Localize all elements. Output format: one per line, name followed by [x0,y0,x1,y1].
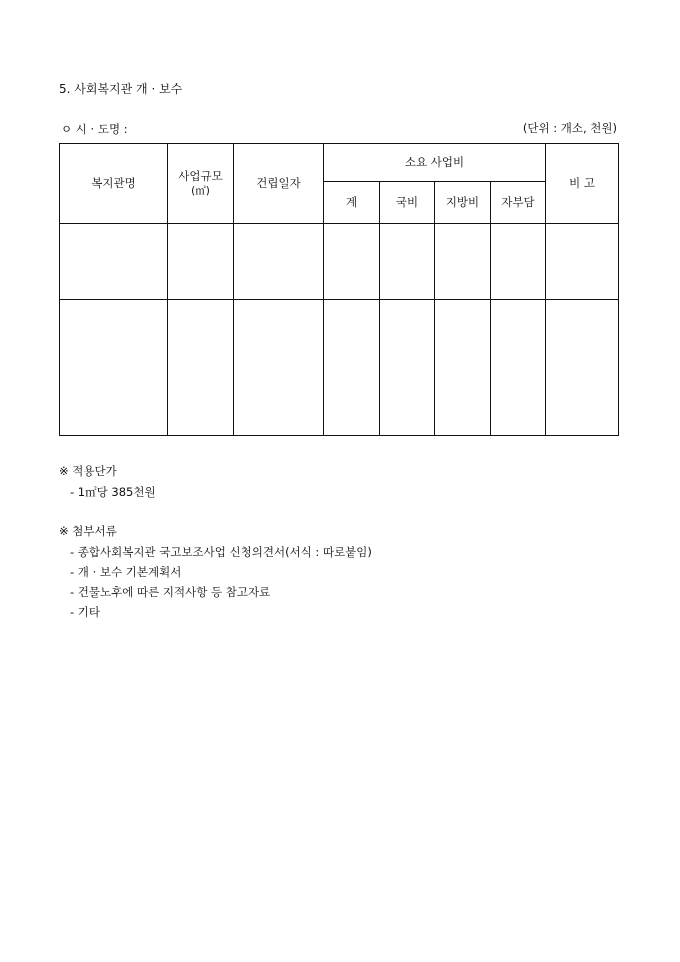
attachments-title: ※ 첨부서류 [59,524,117,538]
table-cell [435,224,491,300]
header-local-funds: 지방비 [435,182,491,224]
table-cell [380,224,435,300]
header-national-funds: 국비 [380,182,435,224]
table-cell [435,300,491,436]
table-cell [491,224,546,300]
header-remarks: 비 고 [546,144,619,224]
table-cell [168,300,234,436]
header-project-scale [168,144,234,224]
unit-label: (단위 : 개소, 천원) [522,121,617,135]
header-total: 계 [324,182,380,224]
header-required-cost: 소요 사업비 [324,144,546,182]
attachment-item: - 종합사회복지관 국고보조사업 신청의견서(서식 : 따로붙임) [70,545,372,559]
section-title: 5. 사회복지관 개 · 보수 [59,82,183,96]
table-cell [491,300,546,436]
table-cell [324,224,380,300]
header-scale-unit: (㎡) [191,185,210,198]
table-cell [60,224,168,300]
table-cell [380,300,435,436]
attachment-item: - 기타 [70,605,101,619]
header-facility-name: 복지관명 [60,144,168,224]
table-cell [324,300,380,436]
renovation-cost-table [59,143,619,436]
header-self-funds: 자부담 [491,182,546,224]
table-cell [546,300,619,436]
region-label: ㅇ 시 · 도명 : [61,122,128,136]
table-row [60,300,619,436]
table-cell [234,300,324,436]
header-built-date: 건립일자 [234,144,324,224]
rate-note-item: - 1㎡당 385천원 [70,485,156,499]
table-cell [234,224,324,300]
attachment-item: - 개 · 보수 기본계획서 [70,565,182,579]
header-scale-label: 사업규모 [178,168,223,183]
rate-note-title: ※ 적용단가 [59,464,117,478]
table-cell [60,300,168,436]
table-cell [546,224,619,300]
table-row [60,224,619,300]
attachment-item: - 건물노후에 따른 지적사항 등 참고자료 [70,585,271,599]
table-cell [168,224,234,300]
